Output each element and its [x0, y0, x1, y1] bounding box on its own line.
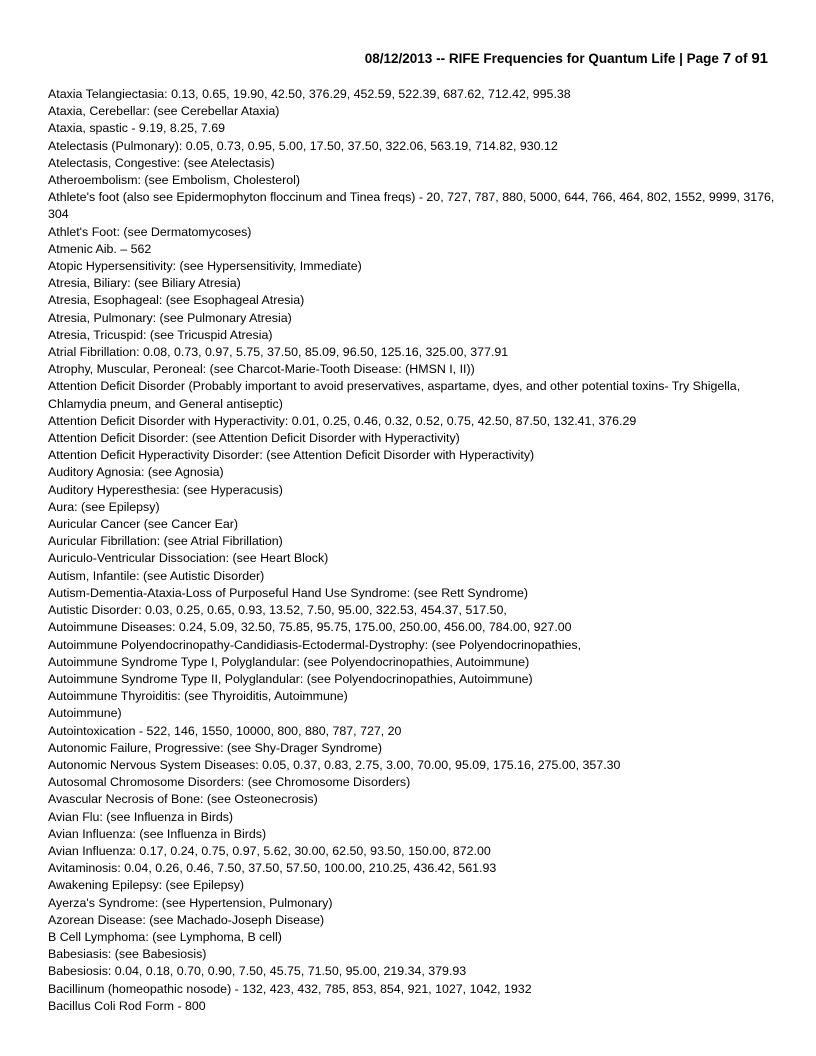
- of-label: of: [734, 51, 748, 66]
- list-item: Attention Deficit Disorder: (see Attention Deficit Disorder with Hyperactivity): [48, 431, 460, 446]
- list-item: Autoimmune Syndrome Type I, Polyglandular: (see Polyendocrinopathies, Autoimmune): [48, 654, 530, 669]
- list-item: Avian Influenza: (see Influenza in Birds): [48, 826, 267, 841]
- page-label: Page: [686, 51, 719, 66]
- header-separator: --: [432, 51, 449, 66]
- list-item: Auricular Cancer (see Cancer Ear): [48, 517, 239, 532]
- frequency-list: [48, 86, 778, 1015]
- list-item: Autistic Disorder: 0.03, 0.25, 0.65, 0.93, 13.52, 7.50, 95.00, 322.53, 454.37, 517.50,: [48, 603, 507, 618]
- list-item: Auditory Hyperesthesia: (see Hyperacusis): [48, 482, 283, 497]
- list-item: Avitaminosis: 0.04, 0.26, 0.46, 7.50, 37.50, 57.50, 100.00, 210.25, 436.42, 561.93: [48, 861, 497, 876]
- header-separator: |: [675, 51, 687, 66]
- list-item: Azorean Disease: (see Machado-Joseph Disease): [48, 912, 325, 927]
- list-item: Ataxia, spastic - 9.19, 8.25, 7.69: [48, 121, 226, 136]
- list-item: Autoimmune Syndrome Type II, Polyglandular: (see Polyendocrinopathies, Autoimmune): [48, 671, 533, 686]
- list-item: Ayerza's Syndrome: (see Hypertension, Pulmonary): [48, 895, 333, 910]
- list-item: Auditory Agnosia: (see Agnosia): [48, 465, 224, 480]
- list-item: Atelectasis (Pulmonary): 0.05, 0.73, 0.95, 5.00, 17.50, 37.50, 322.06, 563.19, 714.82, 930.12: [48, 138, 558, 153]
- list-item: Babesiosis: 0.04, 0.18, 0.70, 0.90, 7.50, 45.75, 71.50, 95.00, 219.34, 379.93: [48, 964, 467, 979]
- list-item: Avian Influenza: 0.17, 0.24, 0.75, 0.97, 5.62, 30.00, 62.50, 93.50, 150.00, 872.00: [48, 843, 491, 858]
- list-item: Bacillinum (homeopathic nosode) - 132, 423, 432, 785, 853, 854, 921, 1027, 1042, 1932: [48, 981, 532, 996]
- list-item: B Cell Lymphoma: (see Lymphoma, B cell): [48, 929, 282, 944]
- page-current: 7: [722, 50, 732, 67]
- list-item: Bacillus Coli Rod Form - 800: [48, 998, 206, 1013]
- list-item: Auriculo-Ventricular Dissociation: (see Heart Block): [48, 551, 329, 566]
- list-item: Attention Deficit Hyperactivity Disorder: (see Attention Deficit Disorder with Hyperactivity): [48, 448, 535, 463]
- list-item: Atresia, Tricuspid: (see Tricuspid Atresia): [48, 327, 273, 342]
- list-item: Attention Deficit Disorder with Hyperactivity: 0.01, 0.25, 0.46, 0.32, 0.52, 0.75, 42.50, 87.50, 132.41, 376.29: [48, 413, 637, 428]
- list-item: Atrophy, Muscular, Peroneal: (see Charcot-Marie-Tooth Disease: (HMSN I, II)): [48, 362, 475, 377]
- list-item: Autoimmune Thyroiditis: (see Thyroiditis, Autoimmune): [48, 689, 348, 704]
- list-item: Autoimmune): [48, 706, 122, 721]
- list-item: Atelectasis, Congestive: (see Atelectasis): [48, 155, 275, 170]
- list-item: Atheroembolism: (see Embolism, Cholesterol): [48, 173, 301, 188]
- list-item: Auricular Fibrillation: (see Atrial Fibrillation): [48, 534, 283, 549]
- list-item: Avascular Necrosis of Bone: (see Osteonecrosis): [48, 792, 318, 807]
- list-item: Athlete's foot (also see Epidermophyton floccinum and Tinea freqs) - 20, 727, 787, 880, 5000, 644, 766, 464, 802, 1552, 9999, 3176, 304: [48, 190, 775, 222]
- page-total: 91: [751, 50, 768, 67]
- list-item: Atopic Hypersensitivity: (see Hypersensitivity, Immediate): [48, 259, 362, 274]
- list-item: Autoimmune Polyendocrinopathy-Candidiasis-Ectodermal-Dystrophy: (see Polyendocrinopathies,: [48, 637, 582, 652]
- list-item: Autointoxication - 522, 146, 1550, 10000, 800, 880, 787, 727, 20: [48, 723, 402, 738]
- list-item: Atrial Fibrillation: 0.08, 0.73, 0.97, 5.75, 37.50, 85.09, 96.50, 125.16, 325.00, 377.91: [48, 345, 509, 360]
- list-item: Atmenic Aib. – 562: [48, 241, 152, 256]
- page-header: [365, 50, 768, 67]
- list-item: Autonomic Nervous System Diseases: 0.05, 0.37, 0.83, 2.75, 3.00, 70.00, 95.09, 175.16, 275.00, 357.30: [48, 757, 621, 772]
- list-item: Aura: (see Epilepsy): [48, 499, 160, 514]
- list-item: Autoimmune Diseases: 0.24, 5.09, 32.50, 75.85, 95.75, 175.00, 250.00, 456.00, 784.00, 927.00: [48, 620, 572, 635]
- list-item: Ataxia Telangiectasia: 0.13, 0.65, 19.90, 42.50, 376.29, 452.59, 522.39, 687.62, 712.42, 995.38: [48, 87, 571, 101]
- list-item: Awakening Epilepsy: (see Epilepsy): [48, 878, 245, 893]
- list-item: Autosomal Chromosome Disorders: (see Chromosome Disorders): [48, 775, 411, 790]
- list-item: Atresia, Esophageal: (see Esophageal Atresia): [48, 293, 305, 308]
- header-date: 08/12/2013: [364, 51, 433, 66]
- list-item: Avian Flu: (see Influenza in Birds): [48, 809, 234, 824]
- list-item: Attention Deficit Disorder (Probably important to avoid preservatives, aspartame, dyes, and other potential toxins- Try Shigella, Chlamydia pneum, and General antiseptic): [48, 379, 741, 411]
- list-item: Autonomic Failure, Progressive: (see Shy-Drager Syndrome): [48, 740, 382, 755]
- list-item: Athlet's Foot: (see Dermatomycoses): [48, 224, 252, 239]
- list-item: Atresia, Pulmonary: (see Pulmonary Atresia): [48, 310, 292, 325]
- list-item: Babesiasis: (see Babesiosis): [48, 947, 207, 962]
- list-item: Atresia, Biliary: (see Biliary Atresia): [48, 276, 241, 291]
- list-item: Autism-Dementia-Ataxia-Loss of Purposeful Hand Use Syndrome: (see Rett Syndrome): [48, 585, 528, 600]
- list-item: Autism, Infantile: (see Autistic Disorder): [48, 568, 265, 583]
- header-title: RIFE Frequencies for Quantum Life: [448, 51, 676, 66]
- list-item: Ataxia, Cerebellar: (see Cerebellar Ataxia): [48, 104, 280, 119]
